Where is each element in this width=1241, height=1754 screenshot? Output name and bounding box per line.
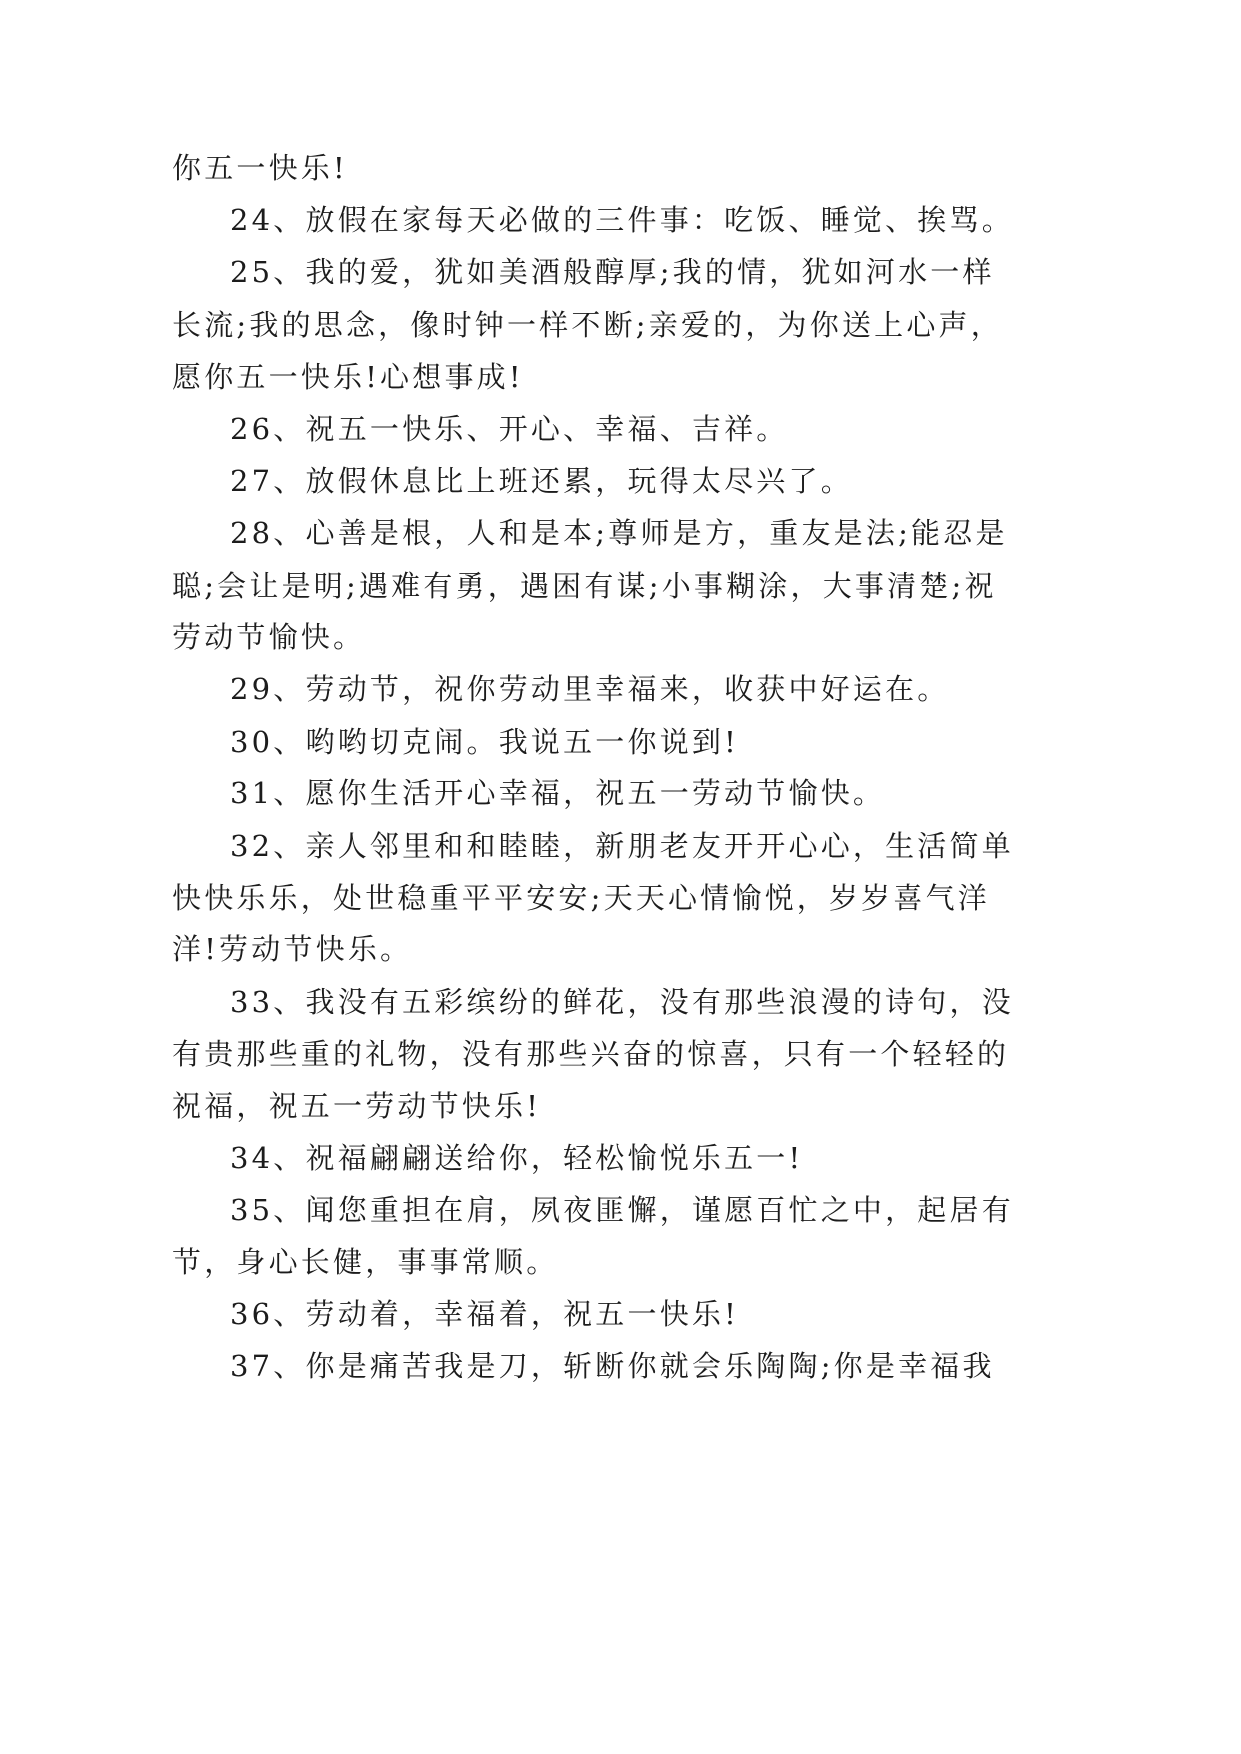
text-line: 节，身心长健，事事常顺。	[172, 1245, 559, 1279]
text-line: 劳动节愉快。	[172, 620, 366, 654]
text-line: 聪;会让是明;遇难有勇，遇困有谋;小事糊涂，大事清楚;祝	[172, 569, 997, 603]
text-line: 25、我的爱，犹如美酒般醇厚;我的情，犹如河水一样	[230, 255, 995, 289]
text-line: 29、劳动节，祝你劳动里幸福来，收获中好运在。	[230, 672, 950, 706]
text-line: 34、祝福翩翩送给你，轻松愉悦乐五一!	[230, 1141, 804, 1175]
text-line: 35、闻您重担在肩，夙夜匪懈，谨愿百忙之中，起居有	[230, 1193, 1014, 1227]
text-line: 快快乐乐，处世稳重平平安安;天天心情愉悦，岁岁喜气洋	[172, 881, 990, 915]
text-line: 36、劳动着，幸福着，祝五一快乐!	[230, 1297, 739, 1331]
text-line: 28、心善是根，人和是本;尊师是方，重友是法;能忍是	[230, 516, 1008, 550]
text-line: 31、愿你生活开心幸福，祝五一劳动节愉快。	[230, 776, 886, 810]
text-line: 27、放假休息比上班还累，玩得太尽兴了。	[230, 464, 853, 498]
text-line: 26、祝五一快乐、开心、幸福、吉祥。	[230, 412, 789, 446]
text-line: 33、我没有五彩缤纷的鲜花，没有那些浪漫的诗句，没	[230, 985, 1014, 1019]
text-line: 长流;我的思念，像时钟一样不断;亲爱的，为你送上心声，	[172, 308, 1003, 342]
text-line: 32、亲人邻里和和睦睦，新朋老友开开心心，生活简单	[230, 829, 1014, 863]
text-line: 祝福，祝五一劳动节快乐!	[172, 1089, 542, 1123]
text-line: 你五一快乐!	[172, 151, 348, 185]
text-line: 愿你五一快乐!心想事成!	[172, 360, 524, 394]
text-line: 30、哟哟切克闹。我说五一你说到!	[230, 725, 739, 759]
text-line: 37、你是痛苦我是刀，斩断你就会乐陶陶;你是幸福我	[230, 1349, 995, 1383]
text-line: 洋!劳动节快乐。	[172, 932, 413, 966]
text-line: 24、放假在家每天必做的三件事：吃饭、睡觉、挨骂。	[230, 203, 1014, 237]
text-line: 有贵那些重的礼物，没有那些兴奋的惊喜，只有一个轻轻的	[172, 1037, 1010, 1071]
